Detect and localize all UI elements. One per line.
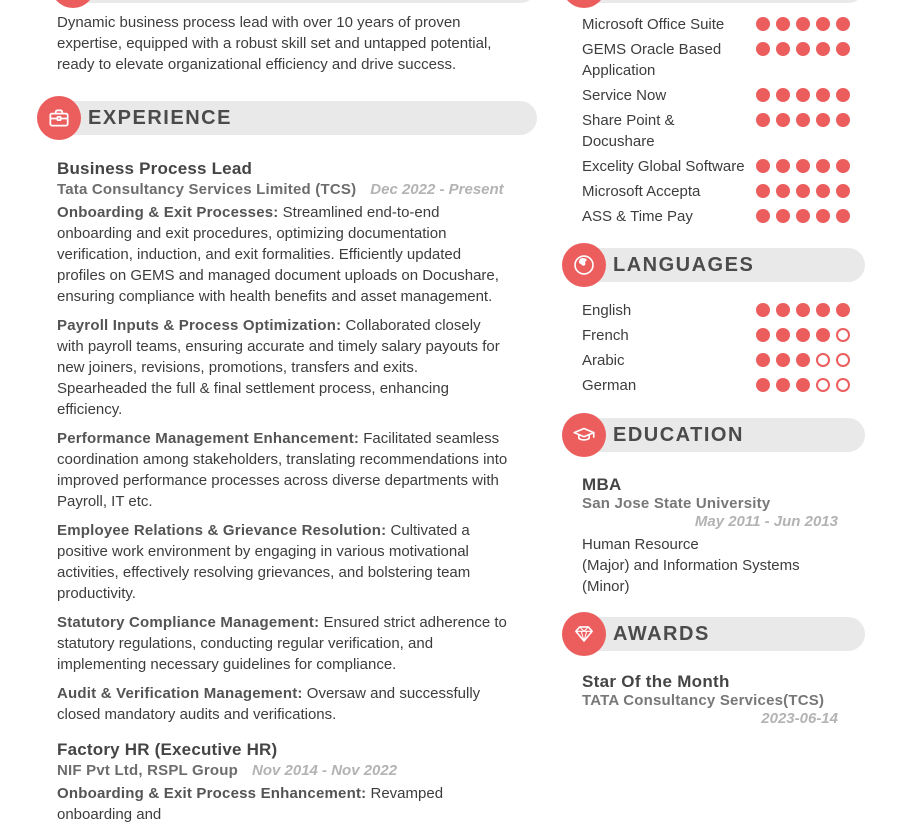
rating-dot-filled: [816, 42, 830, 56]
rating-label: Excelity Global Software: [582, 158, 745, 175]
job-bullet: [57, 783, 510, 825]
bullet-text: Revamped onboarding and: [57, 785, 444, 823]
rating-row: [562, 204, 865, 229]
job-bullet: [57, 683, 510, 725]
bullet-text: Cultivated a positive work environment by engaging in various motivational activities, effectively resolving grievances, and bolstering team productivity.: [57, 522, 471, 602]
education-details: [582, 534, 838, 597]
rating-dot-filled: [816, 303, 830, 317]
job-title: Business Process Lead: [57, 159, 253, 178]
left-column: [37, 0, 537, 833]
rating-dot-filled: [836, 88, 850, 102]
rating-row: [562, 298, 865, 323]
rating-dot-filled: [776, 184, 790, 198]
rating-dot-filled: [816, 159, 830, 173]
award-title: Star Of the Month: [582, 672, 730, 691]
job-bullet: [57, 315, 510, 420]
briefcase-icon: [37, 96, 81, 140]
rating-dot-filled: [776, 378, 790, 392]
education-school: San Jose State University: [582, 495, 771, 512]
rating-dots: [756, 184, 850, 198]
bullet-label: Performance Management Enhancement:: [57, 430, 360, 447]
rating-dot-empty: [836, 353, 850, 367]
rating-dots: [756, 88, 850, 102]
summary-text: Dynamic business process lead with over 10 years of proven expertise, equipped with a robust skill set and untapped potential, ready to elevate organizational efficiency and drive success.: [57, 14, 492, 73]
rating-label: Arabic: [582, 352, 625, 369]
rating-dot-filled: [776, 42, 790, 56]
bullet-label: Statutory Compliance Management:: [57, 614, 320, 631]
rating-dot-filled: [756, 328, 770, 342]
rating-dot-filled: [756, 88, 770, 102]
section-header-bar: [48, 0, 537, 3]
rating-dot-filled: [756, 184, 770, 198]
rating-row: [562, 179, 865, 204]
rating-row: [562, 12, 865, 37]
rating-dots: [756, 42, 850, 56]
rating-dot-filled: [796, 353, 810, 367]
rating-label: Service Now: [582, 87, 667, 104]
rating-label: Microsoft Office Suite: [582, 16, 725, 33]
section-header-icon-circle: [562, 0, 606, 8]
rating-dot-filled: [836, 159, 850, 173]
rating-dots: [756, 159, 850, 173]
education-detail-line: Human Resource: [582, 536, 699, 553]
job-dates: Dec 2022 - Present: [370, 181, 504, 198]
rating-dot-filled: [776, 113, 790, 127]
rating-dot-empty: [836, 378, 850, 392]
job-entry: [57, 739, 510, 825]
rating-row: [562, 37, 865, 83]
rating-row: [562, 373, 865, 398]
job-dates: Nov 2014 - Nov 2022: [252, 762, 398, 779]
job-bullet: [57, 202, 510, 307]
job-bullet: [57, 520, 510, 604]
job-bullets: [57, 202, 510, 725]
graduation-cap-icon: [562, 413, 606, 457]
rating-dot-filled: [776, 303, 790, 317]
rating-dots: [756, 378, 850, 392]
rating-dot-filled: [756, 159, 770, 173]
job-company: Tata Consultancy Services Limited (TCS): [57, 181, 357, 198]
rating-dot-filled: [776, 88, 790, 102]
job-bullet: [57, 612, 510, 675]
awards-section-header: [562, 612, 865, 656]
rating-dot-filled: [816, 209, 830, 223]
job-title: Factory HR (Executive HR): [57, 740, 278, 759]
rating-dot-filled: [836, 17, 850, 31]
rating-dot-filled: [776, 209, 790, 223]
bullet-text: Ensured strict adherence to statutory regulations, conducting regular verification, and implementing necessary guidelines for compliance.: [57, 614, 507, 673]
rating-label: GEMS Oracle Based Application: [582, 41, 722, 79]
rating-dots: [756, 17, 850, 31]
bullet-label: Onboarding & Exit Process Enhancement:: [57, 785, 367, 802]
globe-icon: [562, 243, 606, 287]
education-detail-line: (Major) and Information Systems (Minor): [582, 557, 800, 595]
rating-dot-filled: [816, 113, 830, 127]
rating-dot-filled: [756, 113, 770, 127]
section-header-bar: [573, 0, 865, 3]
rating-dots: [756, 303, 850, 317]
bullet-text: Streamlined end-to-end onboarding and exit procedures, optimizing documentation verification, induction, and exit formalities. Efficiently updated profiles on GEMS and managed document uploads on Docushare, ensuring compliance with health benefits and asset management.: [57, 204, 499, 305]
rating-dot-filled: [796, 209, 810, 223]
rating-dot-filled: [816, 88, 830, 102]
rating-label: Microsoft Accepta: [582, 183, 701, 200]
job-bullet: [57, 428, 510, 512]
education-section-header: [562, 413, 865, 457]
rating-dot-filled: [796, 378, 810, 392]
rating-dot-filled: [756, 353, 770, 367]
rating-dots: [756, 209, 850, 223]
job-bullets: [57, 783, 510, 825]
rating-dots: [756, 353, 850, 367]
rating-dot-filled: [836, 42, 850, 56]
rating-dot-filled: [796, 17, 810, 31]
rating-dot-filled: [756, 209, 770, 223]
rating-dot-filled: [816, 17, 830, 31]
award-org: TATA Consultancy Services(TCS): [582, 692, 825, 709]
diamond-icon: [562, 612, 606, 656]
rating-dot-filled: [796, 42, 810, 56]
bullet-label: Onboarding & Exit Processes:: [57, 204, 279, 221]
bullet-label: Payroll Inputs & Process Optimization:: [57, 317, 342, 334]
rating-dot-filled: [796, 113, 810, 127]
job-meta: [57, 179, 510, 200]
skills-header-cut: [562, 0, 865, 8]
rating-dot-filled: [816, 328, 830, 342]
rating-dot-filled: [756, 378, 770, 392]
rating-dot-filled: [796, 328, 810, 342]
job-meta: [57, 760, 510, 781]
award-entry: [562, 672, 865, 728]
languages-list: [562, 298, 865, 398]
experience-section-title: EXPERIENCE: [88, 107, 232, 129]
bullet-label: Audit & Verification Management:: [57, 685, 303, 702]
education-dates: May 2011 - Jun 2013: [694, 513, 838, 530]
awards-section-title: AWARDS: [613, 623, 710, 645]
rating-dot-filled: [756, 17, 770, 31]
bullet-text: Oversaw and successfully closed mandatory audits and verifications.: [57, 685, 481, 723]
rating-dot-filled: [836, 303, 850, 317]
award-date: 2023-06-14: [761, 710, 838, 727]
rating-dot-filled: [796, 159, 810, 173]
education-entry: [562, 475, 865, 597]
rating-dot-filled: [756, 303, 770, 317]
rating-row: [562, 154, 865, 179]
languages-section-title: LANGUAGES: [613, 254, 755, 276]
rating-label: English: [582, 302, 632, 319]
job-company: NIF Pvt Ltd, RSPL Group: [57, 762, 238, 779]
rating-dots: [756, 328, 850, 342]
rating-dot-filled: [776, 159, 790, 173]
bullet-text: Facilitated seamless coordination among stakeholders, translating recommendations into improved performance processes across diverse departments with Payroll, IT etc.: [57, 430, 508, 510]
rating-dot-empty: [816, 353, 830, 367]
experience-entries: [37, 158, 537, 825]
summary-header-cut: [37, 0, 537, 8]
rating-dot-filled: [756, 42, 770, 56]
rating-dot-filled: [836, 209, 850, 223]
rating-dot-filled: [836, 113, 850, 127]
rating-label: German: [582, 377, 637, 394]
rating-dot-empty: [836, 328, 850, 342]
rating-row: [562, 323, 865, 348]
rating-row: [562, 83, 865, 108]
education-section-title: EDUCATION: [613, 424, 744, 446]
rating-dot-filled: [796, 88, 810, 102]
rating-dot-filled: [776, 328, 790, 342]
rating-label: ASS & Time Pay: [582, 208, 693, 225]
rating-dot-filled: [796, 184, 810, 198]
rating-dots: [756, 113, 850, 127]
experience-section-header: [37, 96, 537, 140]
rating-row: [562, 348, 865, 373]
education-degree: MBA: [582, 475, 622, 494]
rating-label: Share Point & Docushare: [582, 112, 675, 150]
rating-dot-filled: [776, 17, 790, 31]
rating-row: [562, 108, 865, 154]
bullet-text: Collaborated closely with payroll teams, ensuring accurate and timely salary payouts for new joiners, revisions, promotions, transfers and exits. Spearheaded the full & final settlement process, enhancing efficiency.: [57, 317, 500, 418]
rating-dot-filled: [776, 353, 790, 367]
rating-dot-filled: [796, 303, 810, 317]
rating-dot-filled: [836, 184, 850, 198]
languages-section-header: [562, 243, 865, 287]
section-header-icon-circle: [51, 0, 95, 8]
rating-label: French: [582, 327, 629, 344]
job-entry: [57, 158, 510, 725]
rating-dot-filled: [816, 184, 830, 198]
skills-list: [562, 0, 865, 229]
rating-dot-empty: [816, 378, 830, 392]
bullet-label: Employee Relations & Grievance Resolution:: [57, 522, 387, 539]
right-column: [562, 0, 865, 728]
